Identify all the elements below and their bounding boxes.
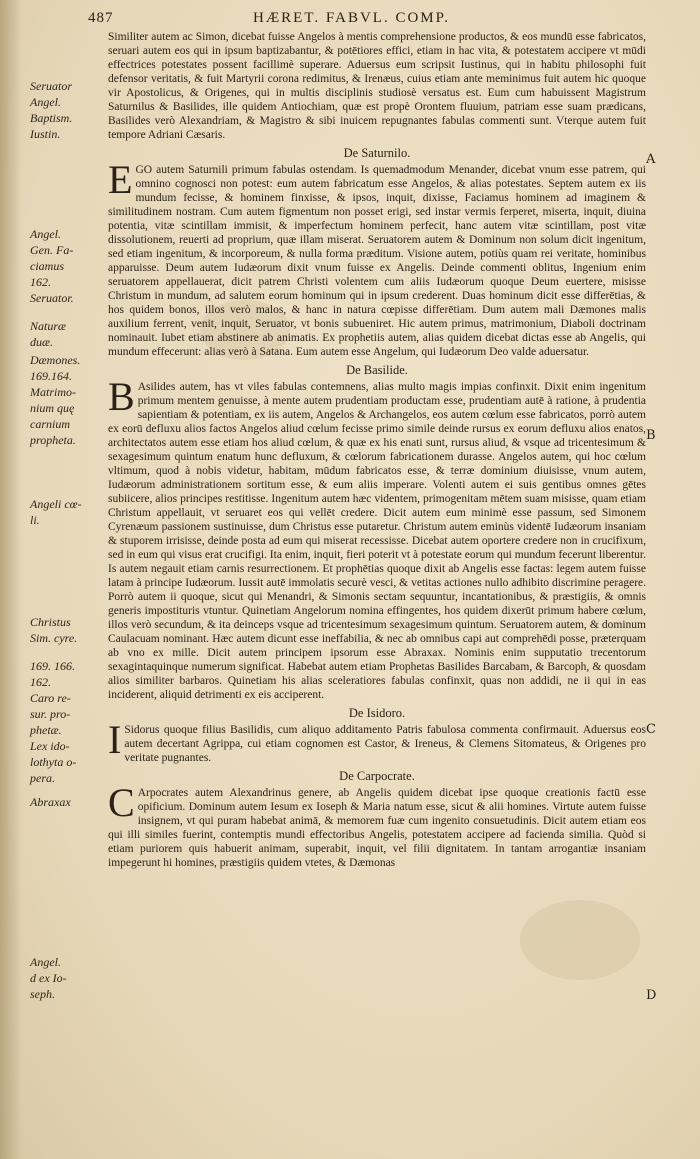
section-letter: C: [646, 722, 656, 737]
paragraph-text: GO autem Saturnili primum fabulas ostendam. Is quemadmodum Menander, dicebat vnum esse patrem, qui omnino cognosci non potest: eum autem fabricatum esse Angelos, & alias potestates. Septem autem ex iis mundum fecisse, & hominem finxisse, & ipsos, inquit, dixisse, Faciamus hominem ad imaginem & similitudinem nostram. Cum autem figmentum non posset erigi, sed instar vermis ferperet, miserta, inquit, diuina potentia, vitæ scintillam immisit, & imperfectum hominem perfecit, hanc autem vitæ scintillam, post vitæ dissolutionem, reuerti ad proprium, quæ illam miserat. Seruatorem autem & Dominum non solum dicit ingenitum, sed etiam ingenitum, & incorporeum, & nulla forma præditum. Visione autem, potiùs quam rei veritate, hominibus apparuisse. Deum autem Iudæorum dixit vnum fuisse ex Angelis. Deinde commenti oblitus, Ingenium enim seruatorem appellauerat, dicit patrem Christi volentem cum aliis Iudæorum quoque Deum euertere, misisse Christum in mundum, ad salutem eorum hominum qui in ipsum crederent. Duas hominum dicit esse differētias, & hos quidem bonos, illos verò malos, & hanc in natura cœpisse differētiam. Dum autem mali Dæmones malis auxilium ferrent, venit, inquit, Seruator, vt bonis subueniret. Hic autem primus, matrimonium, Diaboli doctrinam nominauit. Iubet etiam abstinere ab animatis. Ex prophetiis autem, alias quidem dicebat dictas esse ab Angelis, qui mundum effecerunt: alias verò à Satana. Eum autem esse Angelum, qui Iudæorum Deo valde aduersatur.: [108, 164, 646, 358]
margin-note: ciamus: [30, 259, 64, 273]
drop-cap: B: [108, 374, 135, 419]
margin-note: Lex ido-: [30, 739, 70, 753]
margin-note: nium quę: [30, 401, 75, 415]
margin-note: Abraxax: [30, 795, 71, 809]
paragraph: [108, 30, 646, 142]
drop-cap: C: [108, 780, 135, 825]
paragraph: [108, 780, 646, 870]
margin-note: Angeli cœ-: [30, 497, 82, 511]
margin-note: li.: [30, 513, 40, 527]
drop-cap: I: [108, 717, 122, 762]
margin-note: duæ.: [30, 335, 54, 349]
margin-note: pera.: [30, 771, 55, 785]
margin-note: Angel.: [30, 227, 61, 241]
paragraph: [108, 157, 646, 359]
paragraph-text: Sidorus quoque filius Basilidis, cum aliquo additamento Patris fabulosa commenta confirmauit. Aduersus eos autem decertant Agrippa, cui etiam cognomen est Castor, & Ireneus, & Clemens Sitomateus, & Origenes pro veritate pugnantes.: [124, 724, 646, 764]
section-letter: A: [646, 152, 656, 167]
paper-stain: [520, 900, 640, 980]
section-letter: D: [646, 988, 657, 1003]
margin-note: Naturæ: [30, 319, 67, 333]
margin-note: 169. 166.: [30, 659, 75, 673]
margin-note: 169.164.: [30, 369, 72, 383]
section-heading: De Basilide.: [346, 363, 408, 377]
margin-note: carnium: [30, 417, 70, 431]
margin-note: Seruator.: [30, 291, 74, 305]
margin-note: Caro re-: [30, 691, 71, 705]
margin-note: Angel.: [30, 955, 61, 969]
margin-note: 162.: [30, 275, 51, 289]
paragraph-text: Arpocrates autem Alexandrinus genere, ab Angelis quidem dicebat ipse quoque creationis factū esse opificium. Dominum autem Iesum ex Ioseph & Maria natum esse, sicut & alii homines. Virtute autem fuisse insignem, vt qui puram habebat animā, & memorem fuæ cum ingenito consuetudinis. Dicit autem etiam eos qui illi similes fuerint, contemptis mundi effectoribus Angelis, potestatem accipere ad facienda similia. Quòd si etiam puriorem quis habuerit animam, superabit, inquit, vel filii dignitatem. In tantam arrogantiæ insaniam impegerunt hi homines, præstigiis quidem vtetes, & Dæmonas: [108, 787, 646, 869]
margin-note: Gen. Fa-: [30, 243, 74, 257]
margin-note: d ex Io-: [30, 971, 67, 985]
margin-note: Christus: [30, 615, 71, 629]
running-head: HÆRET. FABVL. COMP.: [253, 10, 451, 26]
margin-note: 162.: [30, 675, 51, 689]
margin-note: Baptism.: [30, 111, 73, 125]
paragraph-text: Similiter autem ac Simon, dicebat fuisse Angelos à mentis comprehensione productos, & eos mundū esse fabricatos, seruari autem eos qui in ipsum baptizabantur, & potētiores effici, etiam in hac vita, & potestatem accipere vt mūdi effectrices potestates possent facillimè superare. Aduersus eum scripsit Iustinus, qui in habitu philosophi fuit defensor veritatis, & fuit Martyrii corona redimitus, & Irenæus, cuius etiam ante meminimus fuit autem hic quoque vir Apostolicus, & Origenes, qui in multis disciplinis studiosè versatus est. Eum cum habuissent Magistrum Saturnilus & Basilides, ille quidem Antiochiam, quæ est propè Orontem fluuium, patriam esse suam prædicans, Basilides verò Alexandriam, & Magistro & sibi inuicem repugnantes fabulas commenti sunt. Vterque autem fuit tempore Adriani Cæsaris.: [108, 31, 646, 141]
margin-note: propheta.: [30, 433, 76, 447]
drop-cap: E: [108, 157, 133, 202]
page-gutter-shadow: [0, 0, 22, 1159]
margin-note: Seruator: [30, 79, 72, 93]
page-number: 487: [88, 10, 114, 26]
margin-note: phetæ.: [30, 723, 62, 737]
margin-note: seph.: [30, 987, 55, 1001]
margin-note: sur. pro-: [30, 707, 71, 721]
main-text: [108, 30, 646, 870]
section-heading: De Carpocrate.: [339, 769, 415, 783]
margin-note: Angel.: [30, 95, 61, 109]
page-header: [88, 10, 660, 32]
margin-note: Iustin.: [30, 127, 61, 141]
margin-note: Matrimo-: [30, 385, 76, 399]
paragraph-text: Asilides autem, has vt viles fabulas contemnens, alias multo magis impias confinxit. Dixit enim ingenitum primum mentem genuisse, à mente autem prudentiam productam esse, prudentiam autē à ratione, à prudentia sapientiam & potentiam, ex iis autem, Angelos & Archangelos, eos autem cœlum esse fabricatos, porrò autem ex eorū defluxu alios factos Angelos aliud cœlum fecisse primo simile deinde rursus ex eorum defluxu alios enatos, architectatos autem esse etiam hos aliud cœlum, & quæ ex his enati sunt, rursus aliud, & vsque ad tricentesimum & sexagesimum quintum enatum hunc defluxum, & cœlorum fabricationem durasse. Angelos autem, qui hoc cœlum vltimum, quod à nobis videtur, habitam, mūdum fabricatos esse, & terræ dominium diuisisse, vnum autem, Iudæorum administrationem sortitum esse, & eum aliis imperare. Volenti autem ei suis gentibus omnes gētes subiicere, alios principes restitisse. Ingenitum autem hæc videntem, primogenitam mētem suam misisse, quam etiam Christum appellauit, vt seruaret eos qui vellēt credere. Dicit autem eum minimè esse passum, sed Simonem Cyrenæum passionem sustinuisse, dum Christus esse putaretur. Christum autem eminùs videntē Iudæorum insaniam & stuporem irrisisse, deinde posta ad eum qui miserat recessisse. Dicebat autem oportere credere non in crucifixum, sed in eum qui visus erat crucifigi. Ita enim, inquit, fieri poterit vt à potestate eorum qui mundum fecerunt liberentur. Is autem negauit etiam carnis resurrectionem. Et prophētias quoque dixit ab Angelis esse factas: legem autem fuisse latam à principe Iudæorum. Iussit autē immolatis securè vesci, & vetitas actiones nullo adhibito discrimine peragere. Porrò autem ii quoque, sicut qui Menandri, & Simonis sectam sequuntur, incantationibus, & præstigiis, & omnis generis impostituris vtuntur. Quinetiam Angelorum nomina effingentes, hos quidem dixerūt primum habere cœlum, illos verò secundum, & ita deinceps vsque ad tricentesimum sexagesimum quintum. Seruatorem autem, & dominum Caulacuam nominant. Hæc autem dicunt esse ineffabilia, & nec ab omnibus capi aut comprehēdi posse, præterquam ab vno ex mille. Dicit autem principem ipsorum esse Abraxax. Nominis enim supputatio trecentorum sexagintaquinque numerum significat. Habebat autem etiam Prophetas Basilides Barcabam, & Barcoph, & quosdam alios similiter barbaros. Quinetiam his alias sceleratiores fabulas confinxit, quas non addidi, ne ii qui in eas inciderent, aliquid detrimenti ex eis acciperent.: [108, 381, 646, 701]
section-heading: De Saturnilo.: [343, 146, 411, 160]
section-letter: B: [646, 428, 656, 443]
paragraph: [108, 717, 646, 765]
margin-note: Dæmones.: [30, 353, 81, 367]
margin-note: Sim. cyre.: [30, 631, 78, 645]
margin-note: lothyta o-: [30, 755, 77, 769]
paragraph: [108, 374, 646, 702]
section-heading: De Isidoro.: [348, 706, 406, 720]
